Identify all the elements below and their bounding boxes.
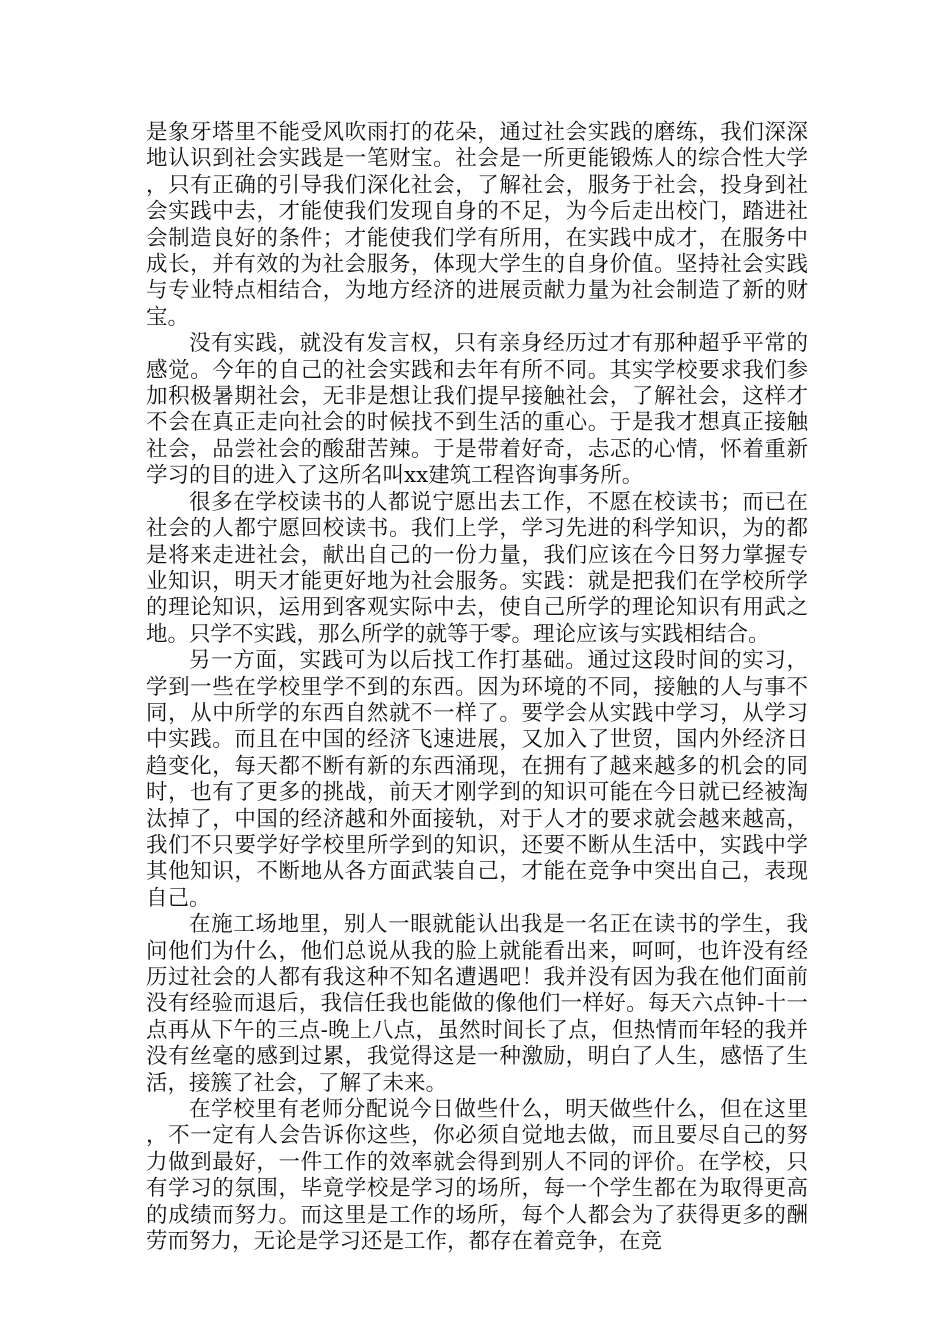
paragraph-2: 没有实践，就没有发言权，只有亲身经历过才有那种超乎平常的感觉。今年的自己的社会实践和去年有所不同。其实学校要求我们参加积极暑期社会，无非是想让我们提早接触社会，了解社会，这样才不会在真正走向社会的时候找不到生活的重心。于是我才想真正接触社会，品尝社会的酸甜苦辣。于是带着好奇，忐忑的心情，怀着重新学习的目的进入了这所名叫xx建筑工程咨询事务所。 xyxy=(146,331,808,489)
paragraph-4: 另一方面，实践可为以后找工作打基础。通过这段时间的实习，学到一些在学校里学不到的东西。因为环境的不同，接触的人与事不同，从中所学的东西自然就不一样了。要学会从实践中学习，从学习中实践。而且在中国的经济飞速进展，又加入了世贸，国内外经济日趋变化，每天都不断有新的东西涌现，在拥有了越来越多的机会的同时，也有了更多的挑战，前天才刚学到的知识可能在今日就已经被淘汰掉了，中国的经济越和外面接轨，对于人才的要求就会越来越高，我们不只要学好学校里所学到的知识，还要不断从生活中，实践中学其他知识，不断地从各方面武装自己，才能在竞争中突出自己，表现自己。 xyxy=(146,648,808,911)
paragraph-3: 很多在学校读书的人都说宁愿出去工作，不愿在校读书；而已在社会的人都宁愿回校读书。我们上学，学习先进的科学知识，为的都是将来走进社会，献出自己的一份力量，我们应该在今日努力掌握专业知识，明天才能更好地为社会服务。实践：就是把我们在学校所学的理论知识，运用到客观实际中去，使自己所学的理论知识有用武之地。只学不实践，那么所学的就等于零。理论应该与实践相结合。 xyxy=(146,489,808,647)
paragraph-6: 在学校里有老师分配说今日做些什么，明天做些什么，但在这里，不一定有人会告诉你这些，你必须自觉地去做，而且要尽自己的努力做到最好，一件工作的效率就会得到别人不同的评价。在学校，只有学习的氛围，毕竟学校是学习的场所，每一个学生都在为取得更高的成绩而努力。而这里是工作的场所，每个人都会为了获得更多的酬劳而努力，无论是学习还是工作，都存在着竞争，在竞 xyxy=(146,1097,808,1255)
paragraph-5: 在施工场地里，别人一眼就能认出我是一名正在读书的学生，我问他们为什么，他们总说从我的脸上就能看出来，呵呵，也许没有经历过社会的人都有我这种不知名遭遇吧！我并没有因为我在他们面前没有经验而退后，我信任我也能做的像他们一样好。每天六点钟-十一点再从下午的三点-晚上八点，虽然时间长了点，但热情而年轻的我并没有丝毫的感到过累，我觉得这是一种激励，明白了人生，感悟了生活，接簇了社会，了解了未来。 xyxy=(146,912,808,1096)
document-page xyxy=(146,120,808,1255)
paragraph-1: 是象牙塔里不能受风吹雨打的花朵，通过社会实践的磨练，我们深深地认识到社会实践是一笔财宝。社会是一所更能锻炼人的综合性大学，只有正确的引导我们深化社会，了解社会，服务于社会，投身到社会实践中去，才能使我们发现自身的不足，为今后走出校门，踏进社会制造良好的条件；才能使我们学有所用，在实践中成才，在服务中成长，并有效的为社会服务，体现大学生的自身价值。坚持社会实践与专业特点相结合，为地方经济的进展贡献力量为社会制造了新的财宝。 xyxy=(146,120,808,330)
